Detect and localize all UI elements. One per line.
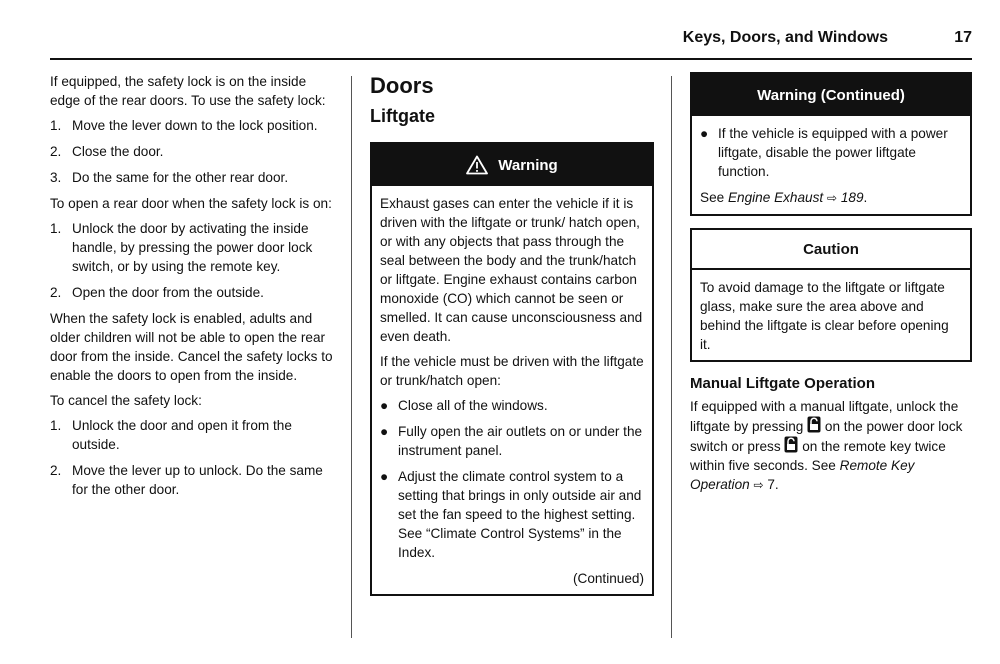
list-item <box>50 283 336 302</box>
open-door-steps <box>50 219 336 302</box>
manual-text-part3: on the remote key twice within five seconds. See <box>690 439 946 473</box>
bullet-dot: ● <box>380 398 389 413</box>
page-number: 17 <box>954 29 972 46</box>
warning-continued-header <box>692 74 970 116</box>
warning-bullets <box>380 396 644 562</box>
step-number: 2. <box>50 285 62 300</box>
step-text: Move the lever down to the lock position. <box>72 118 318 133</box>
list-item <box>50 219 336 276</box>
list-item <box>380 467 644 562</box>
manual-liftgate-heading: Manual Liftgate Operation <box>690 375 876 392</box>
remote-key-page[interactable]: 7 <box>767 477 775 492</box>
see-prefix: See <box>700 190 728 205</box>
list-item <box>50 168 336 187</box>
warning-continued-box <box>690 72 972 216</box>
warning-box-header <box>372 144 652 186</box>
column-liftgate-cont <box>690 72 972 495</box>
step-text: Open the door from the outside. <box>72 285 264 300</box>
warning-continued-bullets <box>700 124 962 181</box>
list-item <box>50 461 336 499</box>
column-divider-left <box>351 76 352 638</box>
engine-exhaust-link[interactable]: Engine Exhaust <box>727 190 824 205</box>
manual-text-end: . <box>774 477 779 492</box>
warning-continued-body <box>692 116 970 214</box>
warning-triangle-icon <box>466 155 488 175</box>
caution-body-text: To avoid damage to the liftgate or liftgate glass, make sure the area above and behind the liftgate is clear before opening it. <box>700 280 949 352</box>
column-divider-right <box>671 76 672 638</box>
step-number: 3. <box>50 170 62 185</box>
see-engine-exhaust <box>700 188 962 208</box>
arrow-right-icon: ⇨ <box>753 478 764 492</box>
step-number: 1. <box>50 418 62 433</box>
step-text: Unlock the door and open it from the outside. <box>72 418 292 452</box>
bullet-text: Adjust the climate control system to a setting that brings in only outside air and set the fan speed to the highest setting. See “Climate Control Systems” in the Index. <box>398 469 642 560</box>
section-title: Doors <box>370 73 434 98</box>
continued-label: (Continued) <box>572 571 644 586</box>
bullet-text: Close all of the windows. <box>398 398 548 413</box>
caution-box-header <box>692 230 970 270</box>
engine-exhaust-page[interactable]: 189 <box>840 190 864 205</box>
caution-box <box>690 228 972 362</box>
list-item <box>380 396 644 415</box>
step-text: Do the same for the other rear door. <box>72 170 289 185</box>
bullet-dot: ● <box>380 424 389 439</box>
manual-liftgate-text <box>690 397 972 495</box>
cancel-lock-steps <box>50 416 336 499</box>
step-text: Unlock the door by activating the inside handle, by pressing the power door lock switch, or by using the remote key. <box>72 221 313 274</box>
step-text: Close the door. <box>72 144 164 159</box>
caution-title: Caution <box>803 240 859 258</box>
caution-box-body <box>692 270 970 360</box>
step-text: Move the lever up to unlock. Do the same for the other door. <box>72 463 323 497</box>
step-number: 1. <box>50 118 62 133</box>
bullet-dot: ● <box>700 126 709 141</box>
remote-key-operation-link[interactable]: Remote Key Operation <box>690 458 915 492</box>
list-item <box>380 422 644 460</box>
list-item <box>50 116 336 135</box>
list-item <box>50 416 336 454</box>
warning-box <box>370 142 654 596</box>
open-door-intro: To open a rear door when the safety lock is on: <box>50 196 332 211</box>
see-suffix: . <box>863 190 868 205</box>
running-header-title: Keys, Doors, and Windows <box>682 29 888 46</box>
list-item <box>50 142 336 161</box>
arrow-right-icon: ⇨ <box>826 191 838 205</box>
bullet-text: If the vehicle is equipped with a power liftgate, disable the power liftgate function. <box>718 126 948 179</box>
warning-intro-text: If the vehicle must be driven with the liftgate or trunk/hatch open: <box>380 354 644 388</box>
safety-lock-enabled-text: When the safety lock is enabled, adults and older children will not be able to open the rear door from the inside. Cancel the safety locks to enable the doors to open from the inside. <box>50 311 333 383</box>
cancel-lock-intro: To cancel the safety lock: <box>50 393 202 408</box>
header-rule <box>50 58 972 60</box>
step-number: 2. <box>50 463 62 478</box>
safety-lock-intro: If equipped, the safety lock is on the inside edge of the rear doors. To use the safety lock: <box>50 74 326 108</box>
unlock-icon <box>784 436 798 453</box>
warning-title: Warning <box>498 156 558 174</box>
warning-box-body <box>372 186 652 594</box>
manual-text-part1: If equipped with a manual liftgate, unlock the liftgate by pressing <box>690 399 959 434</box>
column-safety-lock <box>50 72 336 506</box>
bullet-text: Fully open the air outlets on or under the instrument panel. <box>398 424 643 458</box>
step-number: 1. <box>50 221 62 236</box>
list-item <box>700 124 962 181</box>
column-doors <box>370 72 654 596</box>
manual-text-part2: on the power door lock switch or press <box>690 419 963 454</box>
bullet-dot: ● <box>380 469 389 484</box>
warning-continued-title: Warning (Continued) <box>757 86 905 104</box>
step-number: 2. <box>50 144 62 159</box>
unlock-icon <box>807 416 821 433</box>
warning-body-text: Exhaust gases can enter the vehicle if it is driven with the liftgate or trunk/ hatch open, or with any objects that pass through the seal between the body and the trunk/hatch or liftgate. Engine exhaust contains carbon monoxide (CO) which cannot be seen or smelled. It can cause unconsciousness and even death. <box>380 196 643 344</box>
subsection-title: Liftgate <box>370 106 435 126</box>
use-safety-lock-steps <box>50 116 336 187</box>
